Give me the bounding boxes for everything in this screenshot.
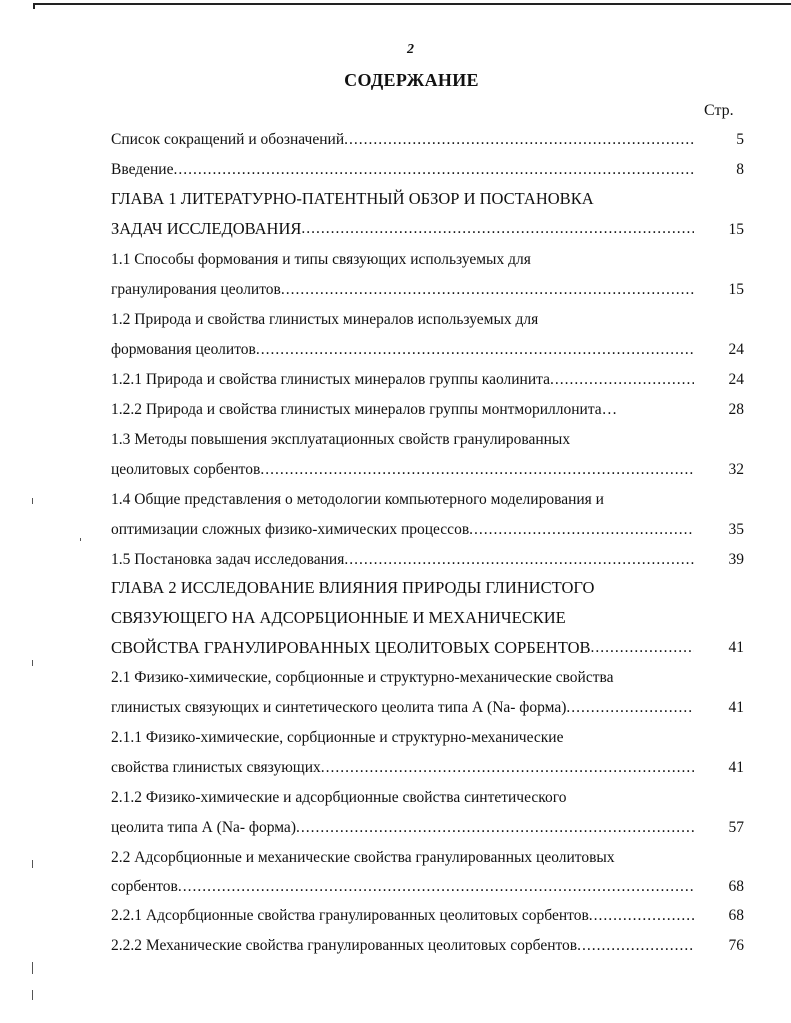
toc-entry-chapter-1-line-1[interactable]: ГЛАВА 1 ЛИТЕРАТУРНО-ПАТЕНТНЫЙ ОБЗОР И ПОСТАНОВКА [111,189,594,208]
toc-entry-2-1-1-line-2[interactable]: свойства глинистых связующих ..... [111,757,694,779]
toc-entry-2-2-1[interactable]: 2.2.1 Адсорбционные свойства гранулированных цеолитовых сорбентов ..... [111,905,694,927]
toc-page-number: 35 [728,521,744,538]
toc-entry-1-4-line-2[interactable]: оптимизации сложных физико-химических процессов ..... [111,519,694,541]
toc-entry-1-4-line-1[interactable]: 1.4 Общие представления о методологии компьютерного моделирования и [111,491,604,508]
toc-page-number: 76 [728,937,744,954]
toc-entry-list-of-abbreviations[interactable]: Список сокращений и обозначений ..... [111,129,694,151]
toc-entry-2-2-line-1[interactable]: 2.2 Адсорбционные и механические свойства гранулированных цеолитовых [111,849,615,866]
toc-entry-1-2-1[interactable]: 1.2.1 Природа и свойства глинистых минералов группы каолинита ..... [111,369,694,391]
toc-entry-2-1-line-1[interactable]: 2.1 Физико-химические, сорбционные и структурно-механические свойства [111,669,614,686]
toc-entry-chapter-1-line-2[interactable]: ЗАДАЧ ИССЛЕДОВАНИЯ ..... [111,218,694,240]
page-number: 2 [407,42,414,57]
toc-entry-chapter-2-line-2[interactable]: СВЯЗУЮЩЕГО НА АДСОРБЦИОННЫЕ И МЕХАНИЧЕСКИЕ [111,608,566,627]
toc-page-number: 41 [728,639,744,656]
toc-entry-introduction[interactable]: Введение ..... [111,159,694,181]
toc-page-number: 15 [728,221,744,238]
scan-mark [32,962,33,974]
toc-entry-1-1-line-2[interactable]: гранулирования цеолитов ..... [111,279,694,301]
toc-entry-1-2-line-2[interactable]: формования цеолитов ..... [111,339,694,361]
toc-entry-2-1-2-line-2[interactable]: цеолита типа А (Na- форма) ..... [111,817,694,839]
toc-entry-2-2-line-2[interactable]: сорбентов ..... [111,876,694,898]
toc-page-number: 15 [728,281,744,298]
toc-page-number: 68 [728,907,744,924]
toc-entry-1-2-2[interactable]: 1.2.2 Природа и свойства глинистых минералов группы монтмориллонита… [111,401,618,418]
toc-entry-2-1-1-line-1[interactable]: 2.1.1 Физико-химические, сорбционные и структурно-механические [111,729,564,746]
toc-entry-1-2-line-1[interactable]: 1.2 Природа и свойства глинистых минералов используемых для [111,311,539,328]
toc-page-number: 28 [728,401,744,418]
toc-entry-1-3-line-2[interactable]: цеолитовых сорбентов ..... [111,459,694,481]
toc-entry-2-1-line-2[interactable]: глинистых связующих и синтетического цеолита типа А (Na- форма) ..... [111,697,694,719]
toc-entry-1-1-line-1[interactable]: 1.1 Способы формования и типы связующих используемых для [111,251,531,268]
toc-page-number: 68 [728,878,744,895]
toc-page-number: 8 [736,161,744,178]
toc-page-number: 24 [728,341,744,358]
scan-mark [32,498,33,504]
page-title: СОДЕРЖАНИЕ [344,70,479,90]
page-top-border [33,3,791,5]
toc-page-number: 41 [728,759,744,776]
page-left-border [33,3,35,9]
page-column-label: Стр. [704,102,734,119]
toc-entry-2-1-2-line-1[interactable]: 2.1.2 Физико-химические и адсорбционные свойства синтетического [111,789,567,806]
scan-mark [32,860,33,868]
toc-entry-1-5[interactable]: 1.5 Постановка задач исследования ..... [111,549,694,571]
toc-entry-2-2-2[interactable]: 2.2.2 Механические свойства гранулированных цеолитовых сорбентов ..... [111,935,694,957]
scan-mark [32,990,33,1000]
toc-page-number: 24 [728,371,744,388]
toc-page-number: 5 [736,131,744,148]
toc-page-number: 32 [728,461,744,478]
toc-page-number: 57 [728,819,744,836]
toc-entry-1-3-line-1[interactable]: 1.3 Методы повышения эксплуатационных свойств гранулированных [111,431,571,448]
toc-page-number: 39 [728,551,744,568]
toc-entry-chapter-2-line-1[interactable]: ГЛАВА 2 ИССЛЕДОВАНИЕ ВЛИЯНИЯ ПРИРОДЫ ГЛИНИСТОГО [111,578,595,597]
scan-mark [32,660,33,666]
toc-entry-chapter-2-line-3[interactable]: СВОЙСТВА ГРАНУЛИРОВАННЫХ ЦЕОЛИТОВЫХ СОРБЕНТОВ ..... [111,637,694,659]
scan-mark [80,538,81,541]
toc-page-number: 41 [728,699,744,716]
